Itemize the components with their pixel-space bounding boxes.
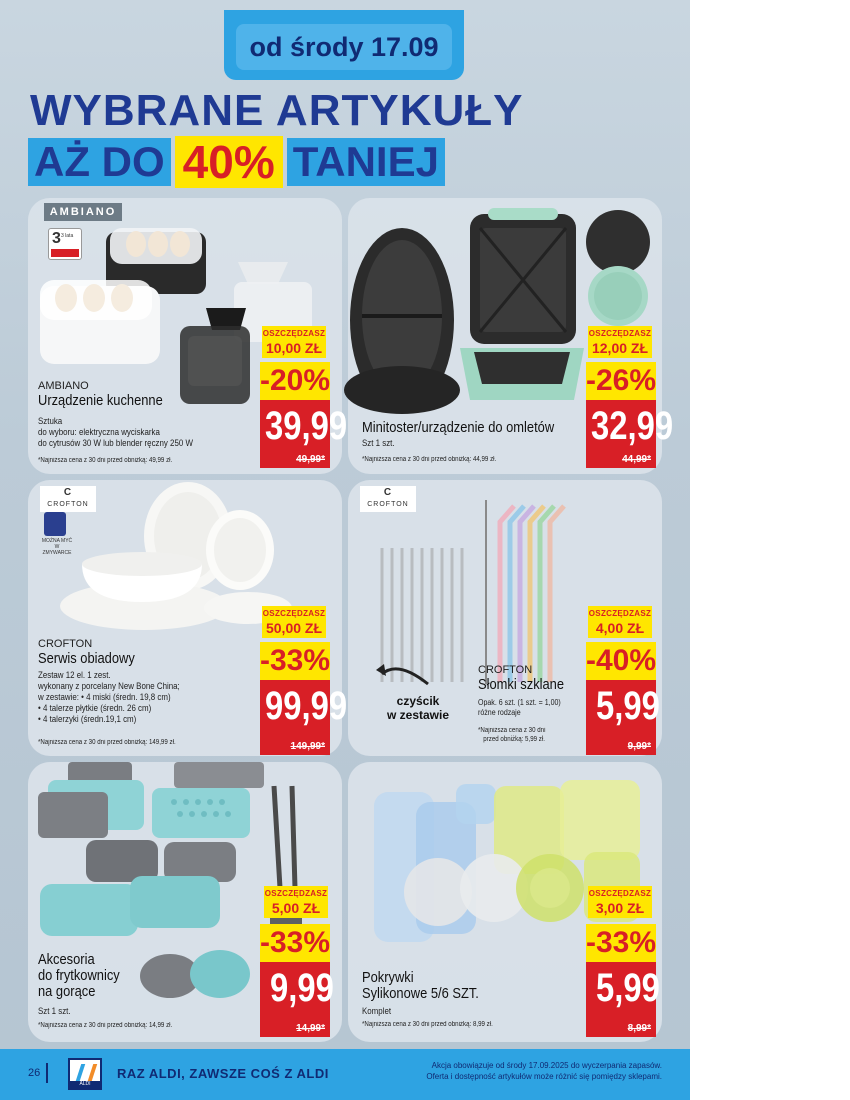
old-price: 149,99* — [290, 741, 325, 752]
product-name-line: Sylikonowe 5/6 SZT. — [362, 985, 479, 1002]
price-tag — [586, 680, 660, 755]
product-name: Słomki szklane — [478, 676, 565, 693]
price-tag — [260, 680, 348, 755]
product-title — [38, 638, 258, 667]
discount-badge: -33% — [260, 642, 330, 680]
price-value: 9,99 — [270, 966, 334, 1010]
discount-badge: -20% — [260, 362, 330, 400]
savings-badge: OSZCZĘDZASZ 4,00 ZŁ — [588, 606, 652, 638]
product-description: Sztuka do wyboru: elektryczna wyciskarka do cytrusów 30 W lub blender ręczny 250 W — [38, 416, 193, 448]
discount-badge: -40% — [586, 642, 656, 680]
product-brand: AMBIANO — [38, 380, 89, 392]
product-description: Szt 1 szt. — [362, 438, 395, 448]
product-brand: CROFTON — [38, 638, 93, 650]
price-tag — [260, 962, 334, 1037]
headline-line2 — [28, 136, 445, 188]
product-name-line: na gorące — [38, 983, 96, 1000]
product-description: Komplet — [362, 1006, 392, 1016]
price-tag — [260, 400, 348, 468]
lowest-price-note: *Najniższa cena z 30 dni przed obniżką: 44,99 zł. — [362, 456, 497, 463]
headline-percent: 40% — [175, 136, 283, 188]
savings-badge: OSZCZĘDZASZ 5,00 ZŁ — [264, 886, 328, 918]
price-value: 39,99 — [265, 404, 348, 448]
price-value: 5,99 — [596, 966, 660, 1010]
old-price: 14,99* — [296, 1023, 325, 1034]
lowest-price-note: *Najniższa cena z 30 dni przed obniżką: 49,99 zł. — [38, 457, 173, 464]
lowest-price-note: *Najniższa cena z 30 dni przed obniżką: 14,99 zł. — [38, 1022, 173, 1029]
product-name-line: do frytkownicy — [38, 967, 120, 984]
date-label: od środy 17.09 — [236, 24, 452, 70]
headline-suffix: TANIEJ — [287, 138, 445, 186]
savings-badge: OSZCZĘDZASZ 50,00 ZŁ — [262, 606, 326, 638]
old-price: 44,99* — [622, 454, 651, 465]
product-card-airfryer-accessories[interactable] — [28, 762, 342, 1042]
headline-line1: WYBRANE ARTYKUŁY — [30, 86, 524, 135]
discount-badge: -26% — [586, 362, 656, 400]
product-name-line: Akcesoria — [38, 951, 95, 968]
lowest-price-note: *Najniższa cena z 30 dni przed obniżką: 5,99 zł. — [478, 727, 546, 743]
lowest-price-note: *Najniższa cena z 30 dni przed obniżką: 149,99 zł. — [38, 739, 176, 746]
product-card-silicone-lids[interactable] — [348, 762, 662, 1042]
brand-logo-ambiano: AMBIANO — [44, 203, 122, 221]
discount-badge: -33% — [260, 924, 330, 962]
product-card-kitchen-appliance[interactable] — [28, 198, 348, 474]
product-name: Minitoster/urządzenie do omletów — [362, 419, 555, 436]
cleaner-annotation: czyścik w zestawie — [386, 694, 450, 722]
price-value: 99,99 — [265, 684, 348, 728]
product-title — [38, 952, 158, 1000]
savings-badge: OSZCZĘDZASZ 12,00 ZŁ — [588, 326, 652, 358]
old-price: 49,99* — [296, 454, 325, 465]
product-description: Opak. 6 szt. (1 szt. = 1,00) różne rodzaje — [478, 698, 561, 717]
page-number: 26 — [28, 1067, 41, 1079]
price-tag — [586, 962, 660, 1037]
savings-badge: OSZCZĘDZASZ 3,00 ZŁ — [588, 886, 652, 918]
price-value: 5,99 — [596, 684, 660, 728]
product-name: Urządzenie kuchenne — [38, 392, 163, 409]
headline-prefix: AŻ DO — [28, 138, 171, 186]
product-brand: CROFTON — [478, 664, 533, 676]
footer-bar — [0, 1049, 690, 1100]
dishwasher-safe-label: MOŻNA MYĆ W ZMYWARCE — [41, 538, 73, 556]
product-name-line: Pokrywki — [362, 969, 414, 986]
product-title — [362, 420, 592, 436]
brand-logo-crofton: C CROFTON — [360, 486, 416, 512]
product-description: Szt 1 szt. — [38, 1006, 71, 1016]
price-tag — [586, 400, 674, 468]
brand-logo-crofton: C CROFTON — [40, 486, 96, 512]
product-name: Serwis obiadowy — [38, 650, 135, 667]
old-price: 8,99* — [627, 1023, 651, 1034]
warranty-badge-icon: 3 3 lata — [48, 228, 82, 260]
product-title — [362, 970, 562, 1002]
old-price: 9,99* — [627, 741, 651, 752]
date-tab — [224, 10, 464, 80]
discount-badge: -33% — [586, 924, 656, 962]
product-description: Zestaw 12 el. 1 zest. wykonany z porcelany New Bone China; w zestawie: • 4 miski (średn. 19,8 cm) • 4 talerze płytkie (średn. 26 cm) • 4 talerzyki (średn.19,1 cm) — [38, 670, 180, 724]
footer-separator — [46, 1063, 48, 1083]
product-title — [38, 380, 258, 409]
product-title — [478, 664, 588, 693]
product-card-glass-straws[interactable] — [348, 480, 662, 756]
product-card-dinner-set[interactable] — [28, 480, 348, 756]
aldi-logo-icon[interactable]: ALDI — [68, 1058, 102, 1090]
footer-slogan: RAZ ALDI, ZAWSZE COŚ Z ALDI — [117, 1066, 329, 1081]
footer-legal: Akcja obowiązuje od środy 17.09.2025 do wyczerpania zapasów. Oferta i dostępność artykułów może różnić się pomiędzy sklepami. — [426, 1061, 662, 1081]
product-card-minitoaster[interactable] — [348, 198, 674, 474]
price-value: 32,99 — [591, 404, 674, 448]
glass-straws-image — [368, 494, 578, 684]
savings-badge: OSZCZĘDZASZ 10,00 ZŁ — [262, 326, 326, 358]
lowest-price-note: *Najniższa cena z 30 dni przed obniżką: 8,99 zł. — [362, 1021, 493, 1028]
